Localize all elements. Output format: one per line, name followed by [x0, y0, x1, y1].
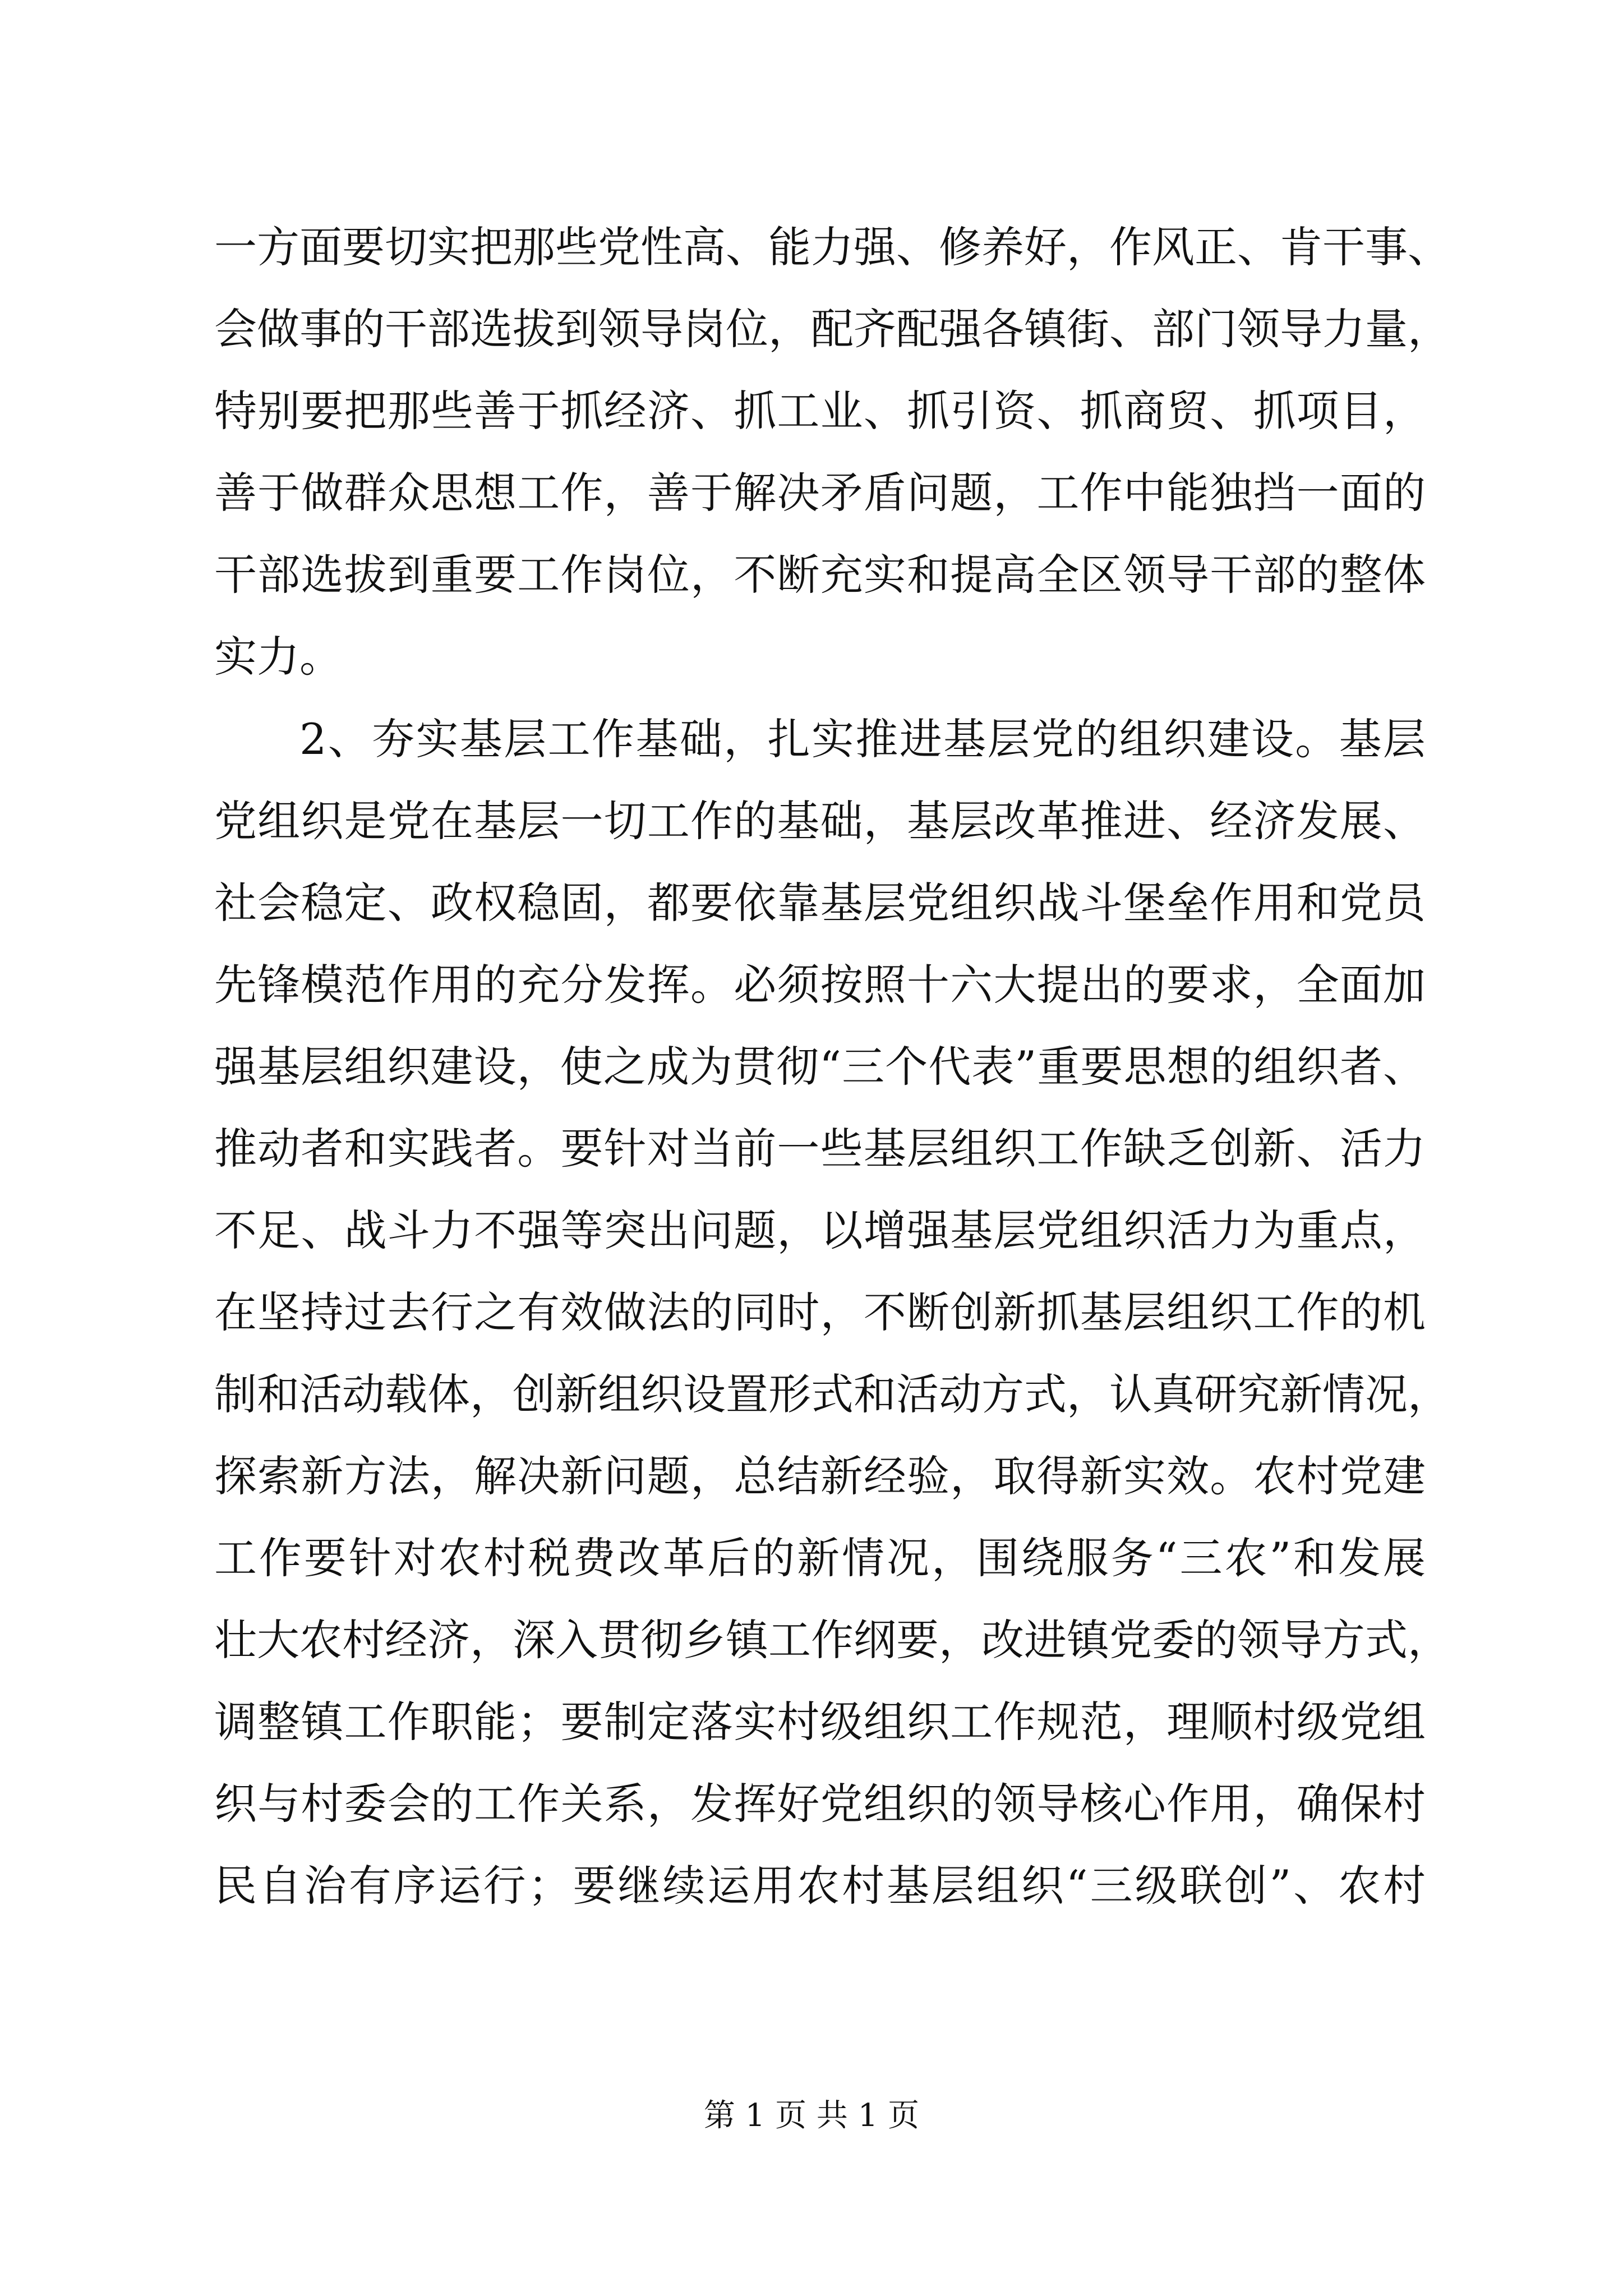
text-line: 壮大农村经济，深入贯彻乡镇工作纲要，改进镇党委的领导方式， — [214, 1615, 1450, 1665]
page-number-footer: 第 1 页 共 1 页 — [703, 2097, 920, 2134]
text-line: 先锋模范作用的充分发挥。必须按照十六大提出的要求，全面加 — [214, 960, 1426, 1010]
text-line: 2、夯实基层工作基础，扎实推进基层党的组织建设。基层 — [299, 714, 1426, 764]
text-line: 社会稳定、政权稳固，都要依靠基层党组织战斗堡垒作用和党员 — [214, 878, 1426, 928]
text-line: 工作要针对农村税费改革后的新情况，围绕服务“三农”和发展 — [214, 1533, 1426, 1583]
text-line: 探索新方法，解决新问题，总结新经验，取得新实效。农村党建 — [214, 1451, 1426, 1501]
text-line: 民自治有序运行；要继续运用农村基层组织“三级联创”、农村 — [214, 1861, 1426, 1911]
text-line: 善于做群众思想工作，善于解决矛盾问题，工作中能独挡一面的 — [214, 468, 1426, 518]
text-line: 一方面要切实把那些党性高、能力强、修养好，作风正、肯干事、 — [214, 222, 1450, 272]
text-line: 织与村委会的工作关系，发挥好党组织的领导核心作用，确保村 — [214, 1779, 1426, 1829]
text-line: 调整镇工作职能；要制定落实村级组织工作规范，理顺村级党组 — [214, 1697, 1426, 1747]
text-line: 特别要把那些善于抓经济、抓工业、抓引资、抓商贸、抓项目， — [214, 386, 1426, 436]
text-line: 在坚持过去行之有效做法的同时，不断创新抓基层组织工作的机 — [214, 1287, 1426, 1337]
text-line: 制和活动载体，创新组织设置形式和活动方式，认真研究新情况， — [214, 1369, 1450, 1419]
text-line: 实力。 — [214, 632, 342, 682]
text-line: 会做事的干部选拔到领导岗位，配齐配强各镇街、部门领导力量， — [214, 304, 1450, 354]
text-line: 强基层组织建设，使之成为贯彻“三个代表”重要思想的组织者、 — [214, 1042, 1426, 1092]
text-line: 不足、战斗力不强等突出问题，以增强基层党组织活力为重点， — [214, 1205, 1426, 1255]
text-line: 推动者和实践者。要针对当前一些基层组织工作缺乏创新、活力 — [214, 1124, 1426, 1174]
text-line: 干部选拔到重要工作岗位，不断充实和提高全区领导干部的整体 — [214, 550, 1426, 600]
text-line: 党组织是党在基层一切工作的基础，基层改革推进、经济发展、 — [214, 796, 1426, 846]
